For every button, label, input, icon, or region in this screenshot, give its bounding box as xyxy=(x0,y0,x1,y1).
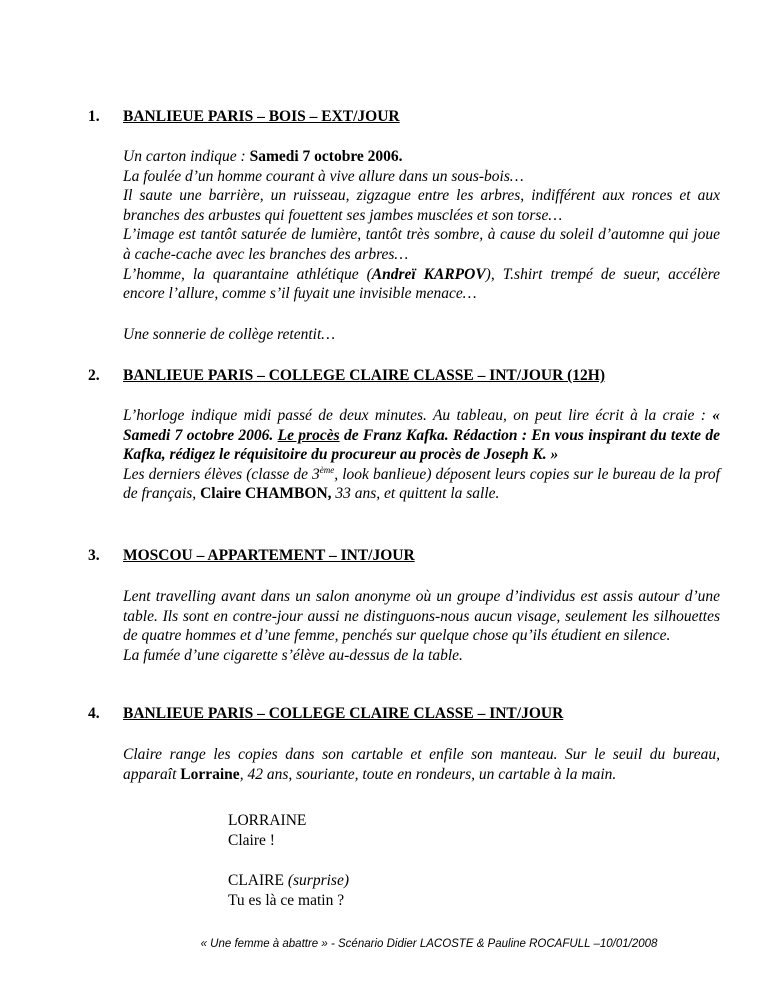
scene-number: 1. xyxy=(88,108,100,125)
speaker-name: CLAIRE xyxy=(228,872,284,889)
parenthetical: (surprise) xyxy=(287,872,349,889)
scene-title: BANLIEUE PARIS – BOIS – EXT/JOUR xyxy=(123,108,400,125)
scene-1-bell: Une sonnerie de collège retentit… xyxy=(123,326,336,343)
carton-date: Samedi 7 octobre 2006. xyxy=(249,148,403,165)
scene-heading-2 xyxy=(88,367,728,385)
page-footer: « Une femme à abattre » - Scénario Didier LACOSTE & Pauline ROCAFULL –10/01/2008 xyxy=(200,938,658,950)
action-line: L’image est tantôt saturée de lumière, tantôt très sombre, à cause du soleil d’automne qui joue à cache-cache avec les branches des arbres… xyxy=(123,226,720,263)
board-text: « Samedi 7 octobre 2006. Le procès de Franz Kafka. Rédaction : En vous inspirant du texte de Kafka, rédigez le réquisitoire du procureur au procès de Joseph K. » xyxy=(123,407,721,464)
students-line: Les derniers élèves (classe de 3ème, look banlieue) déposent leurs copies sur le bureau de la prof de français, Claire CHAMBON, 33 ans, et quittent la salle. xyxy=(123,464,720,503)
scene-1-action xyxy=(123,147,720,304)
dialogue-line: Tu es là ce matin ? xyxy=(228,891,345,909)
dialogue-line: Claire ! xyxy=(228,831,275,849)
scene-title: BANLIEUE PARIS – COLLEGE CLAIRE CLASSE – INT/JOUR xyxy=(123,705,564,722)
scene-number: 2. xyxy=(88,367,100,384)
scene-title: MOSCOU – APPARTEMENT – INT/JOUR xyxy=(123,547,415,564)
smoke-line: La fumée d’une cigarette s’élève au-dessus de la table. xyxy=(123,646,463,664)
man-line: L’homme, la quarantaine athlétique (Andreï KARPOV), T.shirt trempé de sueur, accélère encore l’allure, comme s’il fuyait une invisible menace… xyxy=(123,265,720,303)
speaker-line xyxy=(228,871,628,891)
scene-number: 3. xyxy=(88,547,100,564)
character-name: Andreï KARPOV xyxy=(371,265,486,283)
scene-heading-1 xyxy=(88,108,728,126)
action-line: La foulée d’un homme courant à vive allure dans un sous-bois… xyxy=(123,167,524,185)
scene-title: BANLIEUE PARIS – COLLEGE CLAIRE CLASSE – INT/JOUR (12H) xyxy=(123,367,606,384)
character-name: Lorraine xyxy=(180,765,240,783)
action-line: Il saute une barrière, un ruisseau, zigzague entre les arbres, indifférent aux ronces et aux branches des arbustes qui fouettent ses jambes musclées et son torse… xyxy=(123,187,720,224)
speaker-name: LORRAINE xyxy=(228,812,307,829)
book-title: Le procès xyxy=(277,426,340,444)
scene-number: 4. xyxy=(88,705,100,722)
scene-heading-4 xyxy=(88,705,728,723)
scene-2-action: L’horloge indique midi passé de deux minutes. Au tableau, on peut lire écrit à la craie : « Samedi 7 octobre 2006. Le procès de Franz Kafka. Rédaction : En vous inspirant du texte de Kafka, rédigez le réquisitoire du procureur au procès de Joseph K. » Les derniers élèves (classe de 3ème, look banlieue) déposent leurs copies sur le bureau de la prof de français, Claire CHAMBON, 33 ans, et quittent la salle. xyxy=(123,407,721,503)
dialogue-block xyxy=(228,871,628,910)
dialogue-block xyxy=(228,811,628,850)
carton-line: Un carton indique : Samedi 7 octobre 2006. xyxy=(123,148,403,165)
scene-4-action: Claire range les copies dans son cartable et enfile son manteau. Sur le seuil du bureau, apparaît Lorraine, 42 ans, souriante, toute en rondeurs, un cartable à la main. xyxy=(123,746,720,783)
scene-3-action: Lent travelling avant dans un salon anonyme où un groupe d’individus est assis autour d’une table. Ils sont en contre-jour aussi ne distinguons-nous aucun visage, seulement les silhouettes de quatre hommes et d’une femme, penchés sur quelque chose qu’ils étudient en silence. La fumée d’une cigarette s’élève au-dessus de la table. xyxy=(123,588,720,664)
character-name: Claire CHAMBON, xyxy=(200,485,332,503)
scene-heading-3 xyxy=(88,547,728,565)
